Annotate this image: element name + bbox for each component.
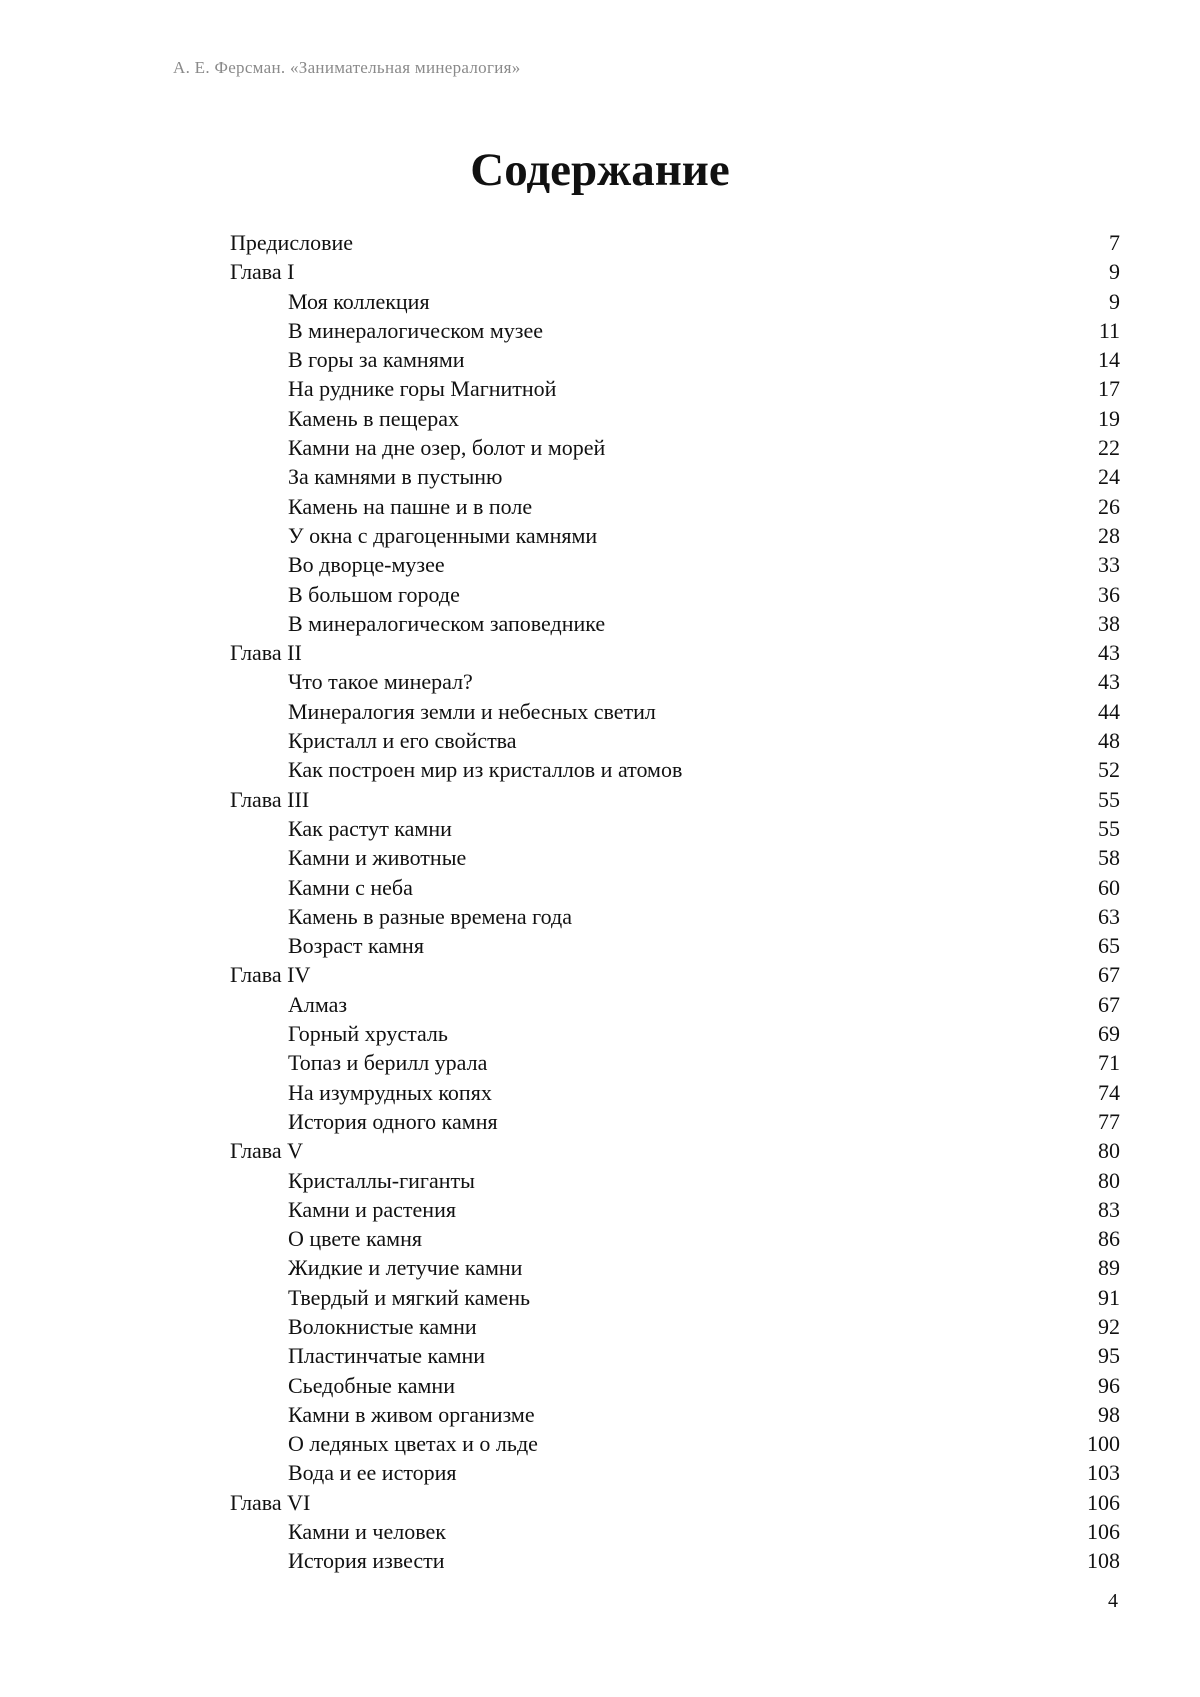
toc-section-entry (230, 1195, 1120, 1224)
toc-entry-page: 65 (1098, 933, 1120, 959)
toc-section-entry (230, 1253, 1120, 1282)
toc-section-entry (230, 316, 1120, 345)
toc-section-entry (230, 1078, 1120, 1107)
toc-entry-page: 67 (1098, 991, 1120, 1017)
toc-section-entry (230, 287, 1120, 316)
toc-section-entry (230, 1312, 1120, 1341)
toc-entry-title: В минералогическом музее (288, 317, 543, 343)
toc-entry-page: 89 (1098, 1255, 1120, 1281)
toc-entry-page: 11 (1098, 317, 1120, 343)
toc-section-entry (230, 902, 1120, 931)
toc-entry-page: 96 (1098, 1372, 1120, 1398)
toc-section-entry (230, 1048, 1120, 1077)
toc-entry-page: 52 (1098, 757, 1120, 783)
toc-entry-title: За камнями в пустыню (288, 464, 503, 490)
toc-entry-title: Камни и животные (288, 845, 467, 871)
toc-entry-title: Кристалл и его свойства (288, 728, 517, 754)
page-title: Содержание (470, 144, 730, 196)
toc-entry-title: Глава IV (230, 962, 311, 988)
toc-entry-page: 9 (1109, 259, 1120, 285)
toc-entry-title: В минералогическом заповеднике (288, 610, 606, 636)
toc-section-entry (230, 550, 1120, 579)
toc-entry-title: Сьедобные камни (288, 1372, 455, 1398)
toc-chapter-entry (230, 960, 1120, 989)
toc-section-entry (230, 1166, 1120, 1195)
toc-entry-title: Глава I (230, 259, 295, 285)
toc-entry-page: 55 (1098, 815, 1120, 841)
toc-section-entry (230, 990, 1120, 1019)
toc-entry-page: 14 (1098, 347, 1120, 373)
toc-section-entry (230, 492, 1120, 521)
toc-section-entry (230, 726, 1120, 755)
toc-entry-title: Камни на дне озер, болот и морей (288, 435, 606, 461)
toc-section-entry (230, 462, 1120, 491)
toc-entry-title: О цвете камня (288, 1226, 422, 1252)
toc-entry-title: У окна с драгоценными камнями (288, 522, 598, 548)
toc-entry-title: Моя коллекция (288, 288, 430, 314)
toc-section-entry (230, 1517, 1120, 1546)
toc-entry-title: Как построен мир из кристаллов и атомов (288, 757, 683, 783)
toc-section-entry (230, 1371, 1120, 1400)
toc-entry-page: 103 (1087, 1460, 1120, 1486)
toc-entry-title: Вода и ее история (288, 1460, 457, 1486)
toc-entry-title: Камень в разные времена года (288, 903, 572, 929)
toc-section-entry (230, 931, 1120, 960)
toc-entry-title: Глава VI (230, 1489, 311, 1515)
toc-chapter-entry (230, 785, 1120, 814)
toc-section-entry (230, 814, 1120, 843)
toc-entry-page: 58 (1098, 845, 1120, 871)
toc-entry-title: Волокнистые камни (288, 1313, 477, 1339)
toc-entry-page: 100 (1087, 1431, 1120, 1457)
toc-chapter-entry (230, 1488, 1120, 1517)
toc-entry-page: 55 (1098, 786, 1120, 812)
toc-entry-title: Пластинчатые камни (288, 1343, 486, 1369)
toc-entry-title: Глава V (230, 1138, 304, 1164)
toc-entry-page: 33 (1098, 552, 1120, 578)
toc-section-entry (230, 404, 1120, 433)
toc-entry-page: 92 (1098, 1313, 1120, 1339)
toc-entry-title: История одного камня (288, 1108, 498, 1134)
toc-entry-title: Что такое минерал? (288, 669, 473, 695)
toc-entry-title: Глава III (230, 786, 310, 812)
toc-entry-page: 108 (1087, 1548, 1120, 1574)
toc-entry-page: 91 (1098, 1284, 1120, 1310)
toc-entry-title: На изумрудных копях (288, 1079, 492, 1105)
toc-section-entry (230, 1429, 1120, 1458)
toc-entry-page: 9 (1109, 288, 1120, 314)
toc-entry-page: 74 (1098, 1079, 1120, 1105)
toc-entry-page: 43 (1098, 669, 1120, 695)
toc-entry-title: Глава II (230, 640, 302, 666)
toc-entry-title: История извести (288, 1548, 445, 1574)
toc-chapter-entry (230, 228, 1120, 257)
toc-section-entry (230, 345, 1120, 374)
toc-entry-page: 63 (1098, 903, 1120, 929)
toc-entry-title: Камни и растения (288, 1196, 456, 1222)
toc-section-entry (230, 1400, 1120, 1429)
toc-entry-page: 38 (1098, 610, 1120, 636)
toc-entry-title: Жидкие и летучие камни (288, 1255, 523, 1281)
toc-section-entry (230, 609, 1120, 638)
running-header: А. Е. Ферсман. «Занимательная минералогия» (173, 58, 521, 77)
toc-entry-page: 98 (1098, 1401, 1120, 1427)
toc-section-entry (230, 1224, 1120, 1253)
toc-section-entry (230, 843, 1120, 872)
toc-entry-page: 106 (1087, 1519, 1120, 1545)
toc-entry-page: 24 (1098, 464, 1120, 490)
toc-entry-page: 19 (1098, 405, 1120, 431)
toc-entry-page: 80 (1098, 1167, 1120, 1193)
toc-section-entry (230, 1019, 1120, 1048)
toc-section-entry (230, 1341, 1120, 1370)
toc-entry-title: Камень в пещерах (288, 405, 460, 431)
toc-entry-page: 26 (1098, 493, 1120, 519)
toc-section-entry (230, 580, 1120, 609)
toc-section-entry (230, 433, 1120, 462)
toc-entry-page: 86 (1098, 1226, 1120, 1252)
toc-entry-title: Твердый и мягкий камень (288, 1284, 531, 1310)
toc-section-entry (230, 1546, 1120, 1575)
table-of-contents (230, 228, 1120, 1576)
toc-section-entry (230, 755, 1120, 784)
toc-entry-title: Как растут камни (288, 815, 452, 841)
toc-entry-page: 80 (1098, 1138, 1120, 1164)
toc-entry-title: Камень на пашне и в поле (288, 493, 533, 519)
toc-chapter-entry (230, 1136, 1120, 1165)
toc-entry-page: 43 (1098, 640, 1120, 666)
toc-section-entry (230, 873, 1120, 902)
toc-entry-title: В горы за камнями (288, 347, 465, 373)
toc-entry-title: Предисловие (230, 230, 353, 255)
toc-entry-title: На руднике горы Магнитной (288, 376, 557, 402)
toc-section-entry (230, 667, 1120, 696)
toc-section-entry (230, 697, 1120, 726)
toc-chapter-entry (230, 257, 1120, 286)
toc-section-entry (230, 521, 1120, 550)
toc-entry-page: 69 (1098, 1021, 1120, 1047)
toc-entry-page: 7 (1109, 230, 1120, 255)
toc-entry-title: Минералогия земли и небесных светил (288, 698, 656, 724)
toc-section-entry (230, 1283, 1120, 1312)
toc-entry-title: Во дворце-музее (288, 552, 445, 578)
page-number: 4 (1108, 1590, 1118, 1612)
toc-entry-page: 22 (1098, 435, 1120, 461)
toc-entry-page: 71 (1098, 1050, 1120, 1076)
toc-entry-page: 77 (1098, 1108, 1120, 1134)
toc-entry-title: Камни с неба (288, 874, 413, 900)
toc-section-entry (230, 1107, 1120, 1136)
toc-entry-title: Камни в живом организме (288, 1401, 535, 1427)
toc-entry-title: О ледяных цветах и о льде (288, 1431, 538, 1457)
toc-entry-title: Камни и человек (288, 1519, 446, 1545)
toc-entry-title: В большом городе (288, 581, 460, 607)
toc-section-entry (230, 374, 1120, 403)
toc-entry-title: Горный хрусталь (288, 1021, 448, 1047)
toc-entry-page: 106 (1087, 1489, 1120, 1515)
toc-entry-page: 60 (1098, 874, 1120, 900)
toc-entry-page: 28 (1098, 522, 1120, 548)
toc-entry-page: 17 (1098, 376, 1120, 402)
toc-entry-title: Кристаллы-гиганты (288, 1167, 475, 1193)
toc-entry-page: 67 (1098, 962, 1120, 988)
toc-entry-title: Топаз и берилл урала (288, 1050, 488, 1076)
toc-entry-page: 44 (1098, 698, 1120, 724)
toc-entry-page: 48 (1098, 728, 1120, 754)
toc-entry-title: Алмаз (288, 991, 348, 1017)
toc-chapter-entry (230, 638, 1120, 667)
toc-entry-page: 95 (1098, 1343, 1120, 1369)
toc-section-entry (230, 1458, 1120, 1487)
toc-entry-page: 83 (1098, 1196, 1120, 1222)
toc-entry-page: 36 (1098, 581, 1120, 607)
toc-entry-title: Возраст камня (288, 933, 424, 959)
